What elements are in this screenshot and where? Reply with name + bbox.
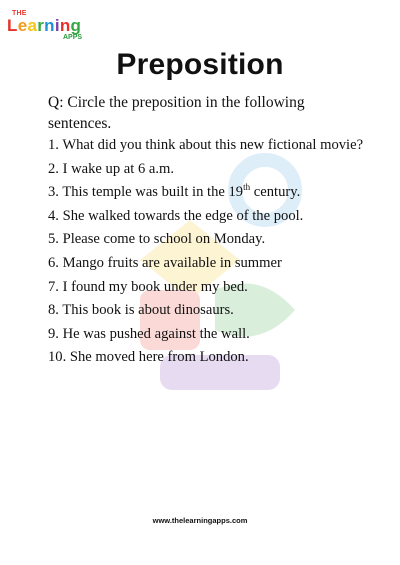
list-item: 2. I wake up at 6 a.m. [48, 160, 175, 177]
learning-apps-logo[interactable] [7, 10, 95, 44]
footer-url-link[interactable]: www.thelearningapps.com [152, 516, 248, 525]
logo-letter: g [70, 16, 82, 35]
logo-sub-text: APPS [63, 34, 83, 41]
list-item: 6. Mango fruits are available in summer [48, 254, 282, 271]
list-item-text: century. [250, 184, 301, 201]
ordinal-superscript: th [243, 182, 251, 193]
logo-letter: n [59, 16, 71, 35]
logo-letter: L [7, 16, 18, 35]
logo-letter: e [17, 16, 28, 35]
list-item-text: 3. This temple was built in the 19 [48, 184, 244, 201]
list-item [48, 183, 378, 202]
sentence-list [48, 136, 378, 372]
list-item: 10. She moved here from London. [48, 349, 249, 366]
list-item: 9. He was pushed against the wall. [48, 325, 250, 342]
list-item: 8. This book is about dinosaurs. [48, 302, 234, 319]
question-text: Q: Circle the preposition in the following sentences. [48, 94, 305, 132]
list-item: 5. Please come to school on Monday. [48, 231, 266, 248]
logo-top-text: THE [12, 10, 27, 17]
list-item: 4. She walked towards the edge of the pool. [48, 207, 304, 224]
list-item: 7. I found my book under my bed. [48, 278, 248, 295]
logo-letter: n [44, 16, 55, 35]
page-title: Preposition [116, 48, 284, 81]
logo-letter: a [27, 16, 38, 35]
list-item: 1. What did you think about this new fictional movie? [48, 137, 364, 153]
logo-letter: r [37, 16, 45, 35]
logo-letter: i [54, 16, 60, 35]
logo-main-text [7, 17, 81, 35]
